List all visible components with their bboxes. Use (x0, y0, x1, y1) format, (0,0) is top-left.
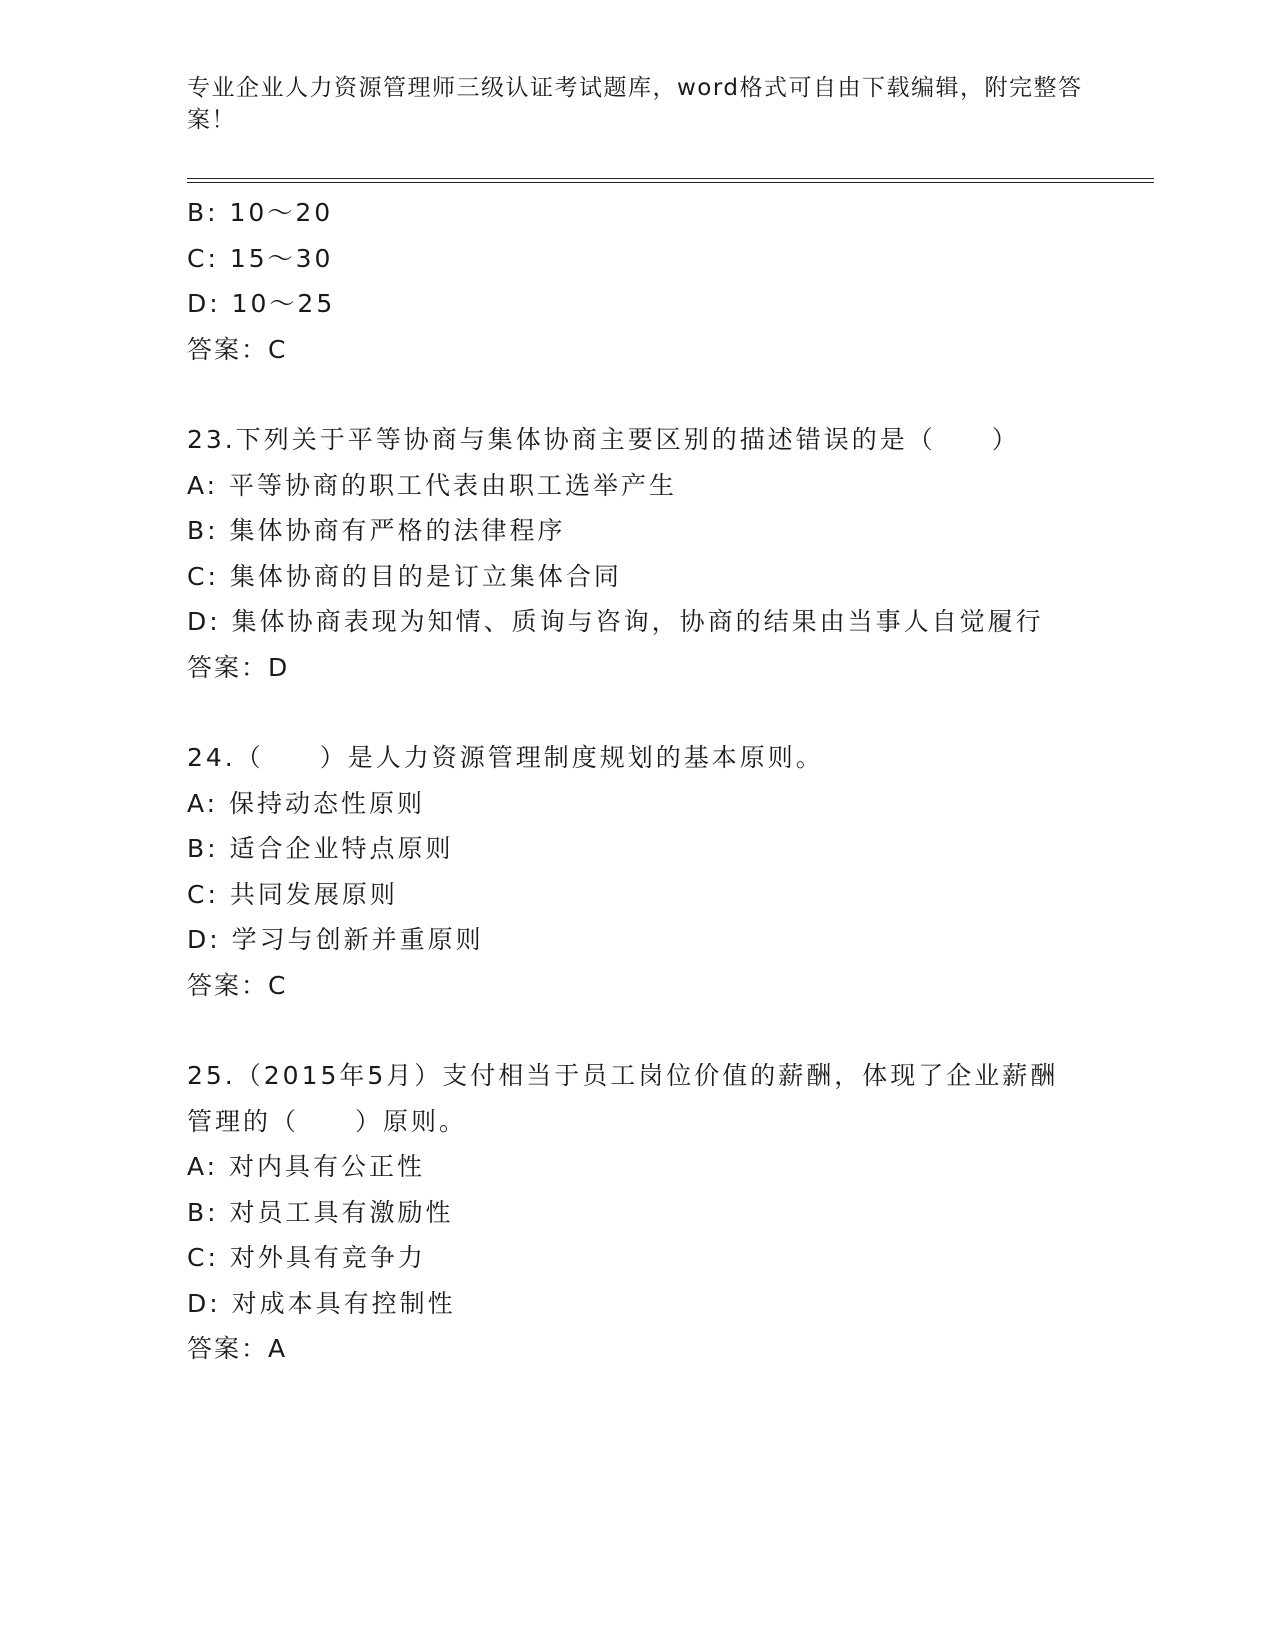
option-a: A: 保持动态性原则 (187, 788, 426, 818)
answer-line: 答案：C (187, 970, 288, 1000)
header-divider (187, 178, 1154, 183)
option-c: C: 共同发展原则 (187, 879, 398, 909)
option-a: A: 对内具有公正性 (187, 1152, 426, 1181)
option-b: B: 10～20 (187, 198, 334, 227)
question-22-continuation (187, 190, 1087, 372)
answer-line: 答案：D (187, 652, 290, 682)
option-c: C: 15～30 (187, 243, 334, 273)
document-body (187, 190, 1087, 1372)
question-stem: 25.（2015年5月）支付相当于员工岗位价值的薪酬，体现了企业薪酬 (187, 1061, 1059, 1090)
question-25 (187, 1053, 1087, 1372)
option-d: D: 集体协商表现为知情、质询与咨询，协商的结果由当事人自觉履行 (187, 607, 1044, 636)
option-b: B: 对员工具有激励性 (187, 1197, 454, 1227)
option-a: A: 平等协商的职工代表由职工选举产生 (187, 470, 678, 500)
option-b: B: 适合企业特点原则 (187, 834, 454, 863)
option-c: C: 对外具有竞争力 (187, 1243, 426, 1272)
document-header: 专业企业人力资源管理师三级认证考试题库，word格式可自由下载编辑，附完整答案！ (187, 75, 1083, 133)
question-stem: 23.下列关于平等协商与集体协商主要区别的描述错误的是（ ） (187, 425, 1020, 454)
question-stem-continued: 管理的（ ）原则。 (187, 1106, 468, 1136)
answer-line: 答案：A (187, 1334, 288, 1363)
question-24 (187, 735, 1087, 1008)
answer-line: 答案：C (187, 334, 288, 364)
option-d: D: 对成本具有控制性 (187, 1288, 456, 1318)
option-d: D: 10～25 (187, 289, 336, 318)
question-23 (187, 417, 1087, 690)
option-b: B: 集体协商有严格的法律程序 (187, 516, 566, 545)
question-stem: 24.（ ）是人力资源管理制度规划的基本原则。 (187, 743, 824, 772)
option-c: C: 集体协商的目的是订立集体合同 (187, 561, 622, 591)
option-d: D: 学习与创新并重原则 (187, 925, 484, 954)
